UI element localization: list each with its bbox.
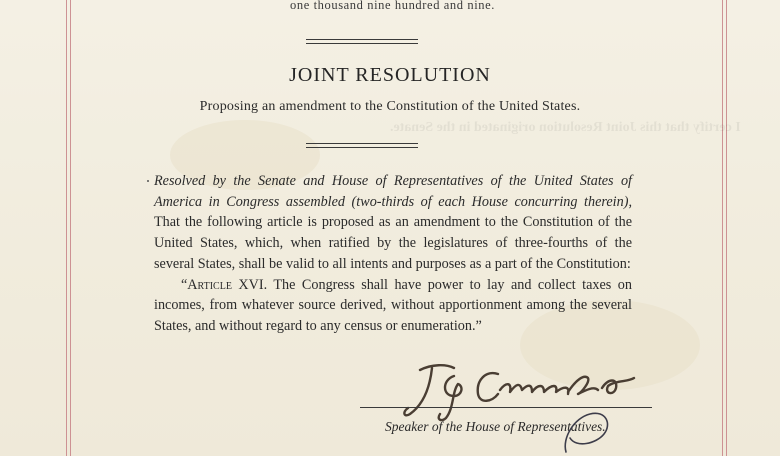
article-xvi-paragraph: [154, 275, 632, 337]
article-text: The Congress shall have power to lay and collect taxes on incomes, from whatever source derived, without apportionment among the several States, and without regard to any census or enumeration.”: [154, 276, 632, 334]
resolved-clause-text: That the following article is proposed as an amendment to the Constitution of the United States, which, when ratified by the legislatures of three-fourths of the several States, shall be valid to all intents and purposes as a part of the Constitution:: [154, 214, 632, 272]
double-rule-divider: [306, 39, 418, 44]
double-rule-divider: [306, 143, 418, 148]
show-through-text: I certify that this Joint Resolution originated in the Senate.: [390, 120, 741, 135]
document-subtitle: Proposing an amendment to the Constitution of the United States.: [199, 99, 581, 114]
resolution-body: [154, 171, 632, 337]
speaker-title: Speaker of the House of Representatives.: [385, 419, 606, 434]
document-title: JOINT RESOLUTION: [289, 64, 491, 86]
article-label: “Article XVI.: [181, 276, 268, 293]
resolved-clause-italic: Resolved by the Senate and House of Representatives of the United States of America in Congress assembled (two-thirds of each House concurring therein),: [154, 173, 632, 210]
speaker-signature: [402, 356, 672, 426]
signature-flourish: [556, 408, 616, 456]
ink-dot: [147, 180, 149, 182]
resolved-clause: [154, 171, 632, 275]
date-line: one thousand nine hundred and nine.: [290, 0, 495, 12]
